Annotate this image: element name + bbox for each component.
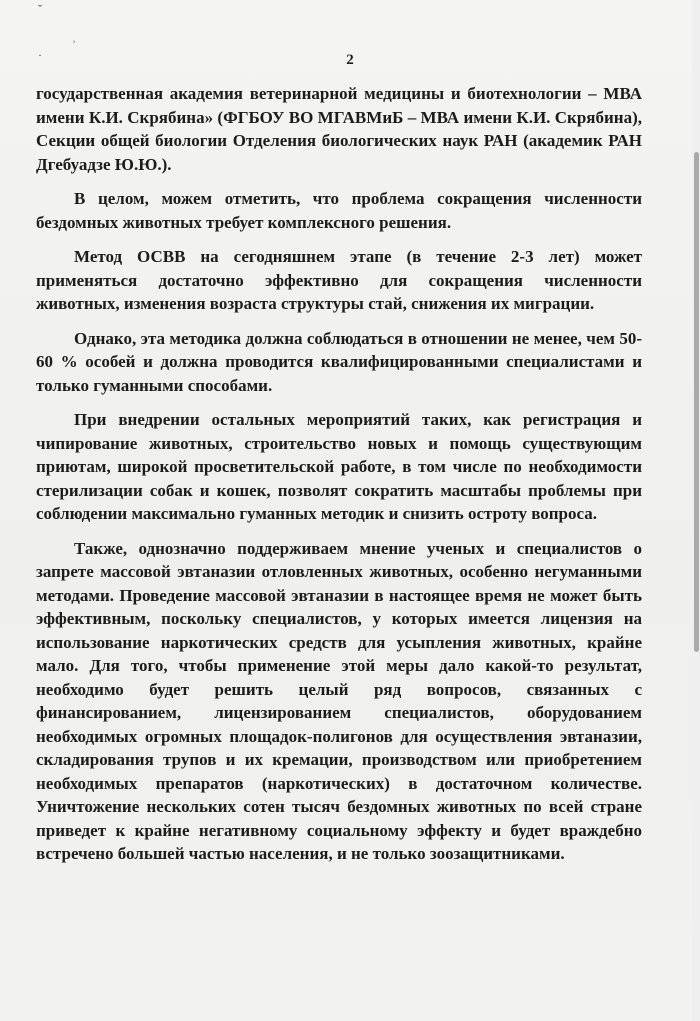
paragraph: Также, однозначно поддерживаем мнение ученых и специалистов о запрете массовой эвтаназии отловленных животных, особенно негуманными методами. Проведение массовой эвтаназии в настоящее время не может быть эффективным, поскольку специалистов, у которых имеется лицензия на использование наркотических средств для усыпления животных, крайне мало. Для того, чтобы применение этой меры дало какой-то результат, необходимо будет решить целый ряд вопросов, связанных с финансированием, лицензированием специалистов, оборудованием необходимых огромных площадок-полигонов для осуществления эвтаназии, складирования трупов и их кремации, производством или приобретением необходимых препаратов (наркотических) в достаточном количестве. Уничтожение нескольких сотен тысяч бездомных животных по всей стране приведет к крайне негативному социальному эффекту и будет враждебно встречено большей частью населения, и не только зоозащитниками.	[36, 538, 642, 863]
scan-speck: ʾ	[72, 38, 76, 52]
paragraph: При внедрении остальных мероприятий таких, как регистрация и чипирование животных, строительство новых и помощь существующим приютам, широкой просветительской работе, в том числе по необходимости стерилизации собак и кошек, позволят сократить масштабы проблемы при соблюдении максимально гуманных методик и снизить остроту вопроса.	[36, 410, 642, 523]
scan-speck: ˇ	[38, 2, 42, 16]
scrollbar-thumb[interactable]	[694, 152, 699, 652]
scrollbar-track[interactable]	[692, 0, 700, 1021]
paragraph: Метод ОСВВ на сегодняшнем этапе (в течение 2-3 лет) может применяться достаточно эффективно для сокращения численности животных, изменения возраста структуры стай, снижения их миграции.	[36, 247, 642, 313]
document-body	[36, 82, 642, 877]
scan-speck: ·	[38, 48, 42, 62]
paragraph: В целом, можем отметить, что проблема сокращения численности бездомных животных требует комплексного решения.	[36, 189, 642, 232]
paragraph: Однако, эта методика должна соблюдаться в отношении не менее, чем 50-60 % особей и должна проводится квалифицированными специалистами и только гуманными способами.	[36, 328, 642, 395]
page-number: 2	[346, 52, 354, 68]
paragraph: государственная академия ветеринарной медицины и биотехнологии – МВА имени К.И. Скрябина» (ФГБОУ ВО МГАВМиБ – МВА имени К.И. Скрябина), Секции общей биологии Отделения биологических наук РАН (академик РАН Дгебуадзе Ю.Ю.).	[36, 84, 642, 174]
